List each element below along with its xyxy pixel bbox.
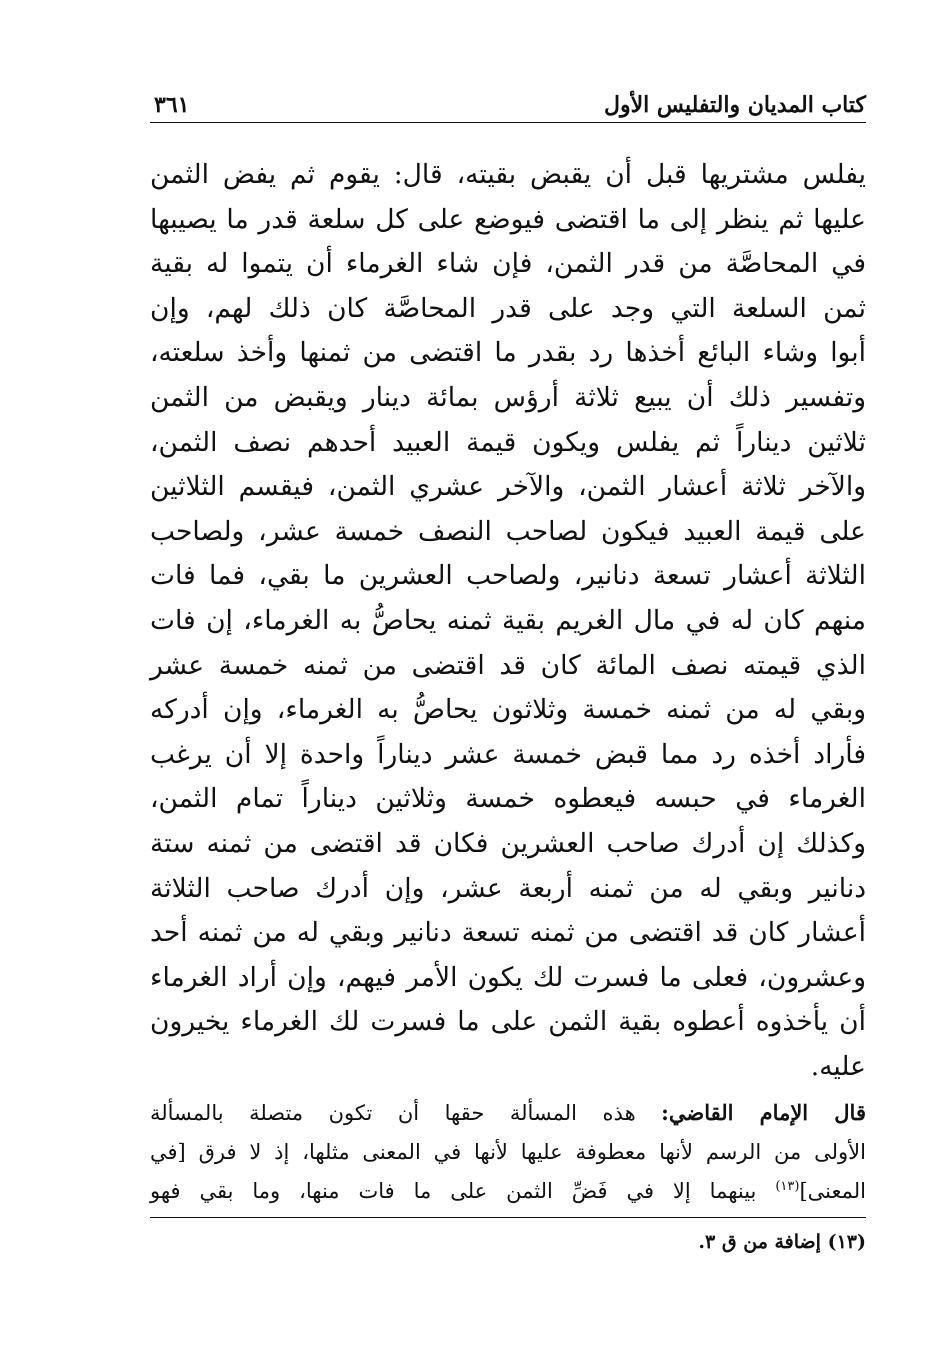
commentary-block xyxy=(150,1093,866,1211)
book-page xyxy=(150,88,866,1256)
text-line: وعشرون، فعلى ما فسرت لك يكون الأمر فيهم، وإن أراد الغرماء xyxy=(150,961,866,993)
commentary-line xyxy=(150,1093,866,1133)
running-header xyxy=(150,88,866,123)
text-line: دنانير وبقي له من ثمنه أربعة عشر، وإن أدرك صاحب الثلاثة xyxy=(150,872,866,904)
text-line: في المحاصَّة من قدر الثمن، فإن شاء الغرماء أن يتموا له بقية xyxy=(150,248,866,280)
commentary-text: بينهما إلا في فَضِّ الثمن على ما فات منها، وما بقي فهو xyxy=(150,1179,776,1204)
text-line: وكذلك إن أدرك صاحب العشرين فكان قد اقتضى من ثمنه ستة xyxy=(150,827,866,859)
commentary-text: هذه المسألة حقها أن تكون متصلة بالمسألة xyxy=(150,1101,662,1126)
text-line: عليه. xyxy=(810,1050,866,1082)
text-line: منهم كان له في مال الغريم بقية ثمنه يحاصُّ به الغرماء، إن فات xyxy=(150,604,866,636)
text-line: وبقي له من ثمنه خمسة وثلاثون يحاصُّ به الغرماء، وإن أدركه xyxy=(150,694,866,726)
text-line: الثلاثة أعشار تسعة دنانير، ولصاحب العشرين ما بقي، فما فات xyxy=(150,560,866,592)
text-line: ثلاثين ديناراً ثم يفلس ويكون قيمة العبيد أحدهم نصف الثمن، xyxy=(150,426,866,458)
commentary-line xyxy=(150,1172,866,1211)
page-number: ٣٦١ xyxy=(154,92,190,118)
text-line: يفلس مشتريها قبل أن يقبض بقيته، قال: يقوم ثم يفض الثمن xyxy=(150,159,866,190)
footnote-divider xyxy=(150,1217,866,1218)
text-line: فأراد أخذه رد مما قبض خمسة عشر ديناراً واحدة إلا أن يرغب xyxy=(150,738,866,770)
text-line: أعشار كان قد اقتضى من ثمنه تسعة دنانير وبقي له من ثمنه أحد xyxy=(150,917,866,949)
running-title: كتاب المديان والتفليس الأول xyxy=(603,92,866,118)
commentary-text: المعنى] xyxy=(799,1179,866,1204)
text-line: ثمن السلعة التي وجد على قدر المحاصَّة كان ذلك لهم، وإن xyxy=(150,292,866,324)
footnote: (١٣) إضافة من ق ٣. xyxy=(698,1231,866,1254)
text-line: والآخر ثلاثة أعشار الثمن، والآخر عشري الثمن، فيقسم الثلاثين xyxy=(150,471,866,503)
text-line: أن يأخذوه أعطوه بقية الثمن على ما فسرت لك الغرماء يخيرون xyxy=(150,1006,866,1038)
text-line: على قيمة العبيد فيكون لصاحب النصف خمسة عشر، ولصاحب xyxy=(150,515,866,547)
text-line: وتفسير ذلك أن يبيع ثلاثة أرؤس بمائة دينار ويقبض من الثمن xyxy=(150,381,866,413)
text-line: عليها ثم ينظر إلى ما اقتضى فيوضع على كل سلعة قدر ما يصيبها xyxy=(150,203,866,235)
commentary-lead: قال الإمام القاضي: xyxy=(661,1100,866,1126)
text-line: الذي قيمته نصف المائة كان قد اقتضى من ثمنه خمسة عشر xyxy=(150,649,866,681)
commentary-line: الأولى من الرسم لأنها معطوفة عليها لأنها في المعنى مثلها، إذ لا فرق [في xyxy=(150,1140,866,1165)
main-text-block xyxy=(150,153,866,1089)
text-line: الغرماء في حبسه فيعطوه خمسة وثلاثين ديناراً تمام الثمن، xyxy=(150,783,866,815)
text-line: أبوا وشاء البائع أخذها رد بقدر ما اقتضى من ثمنها وأخذ سلعته، xyxy=(150,337,866,369)
footnote-marker: (١٣) xyxy=(775,1179,800,1195)
